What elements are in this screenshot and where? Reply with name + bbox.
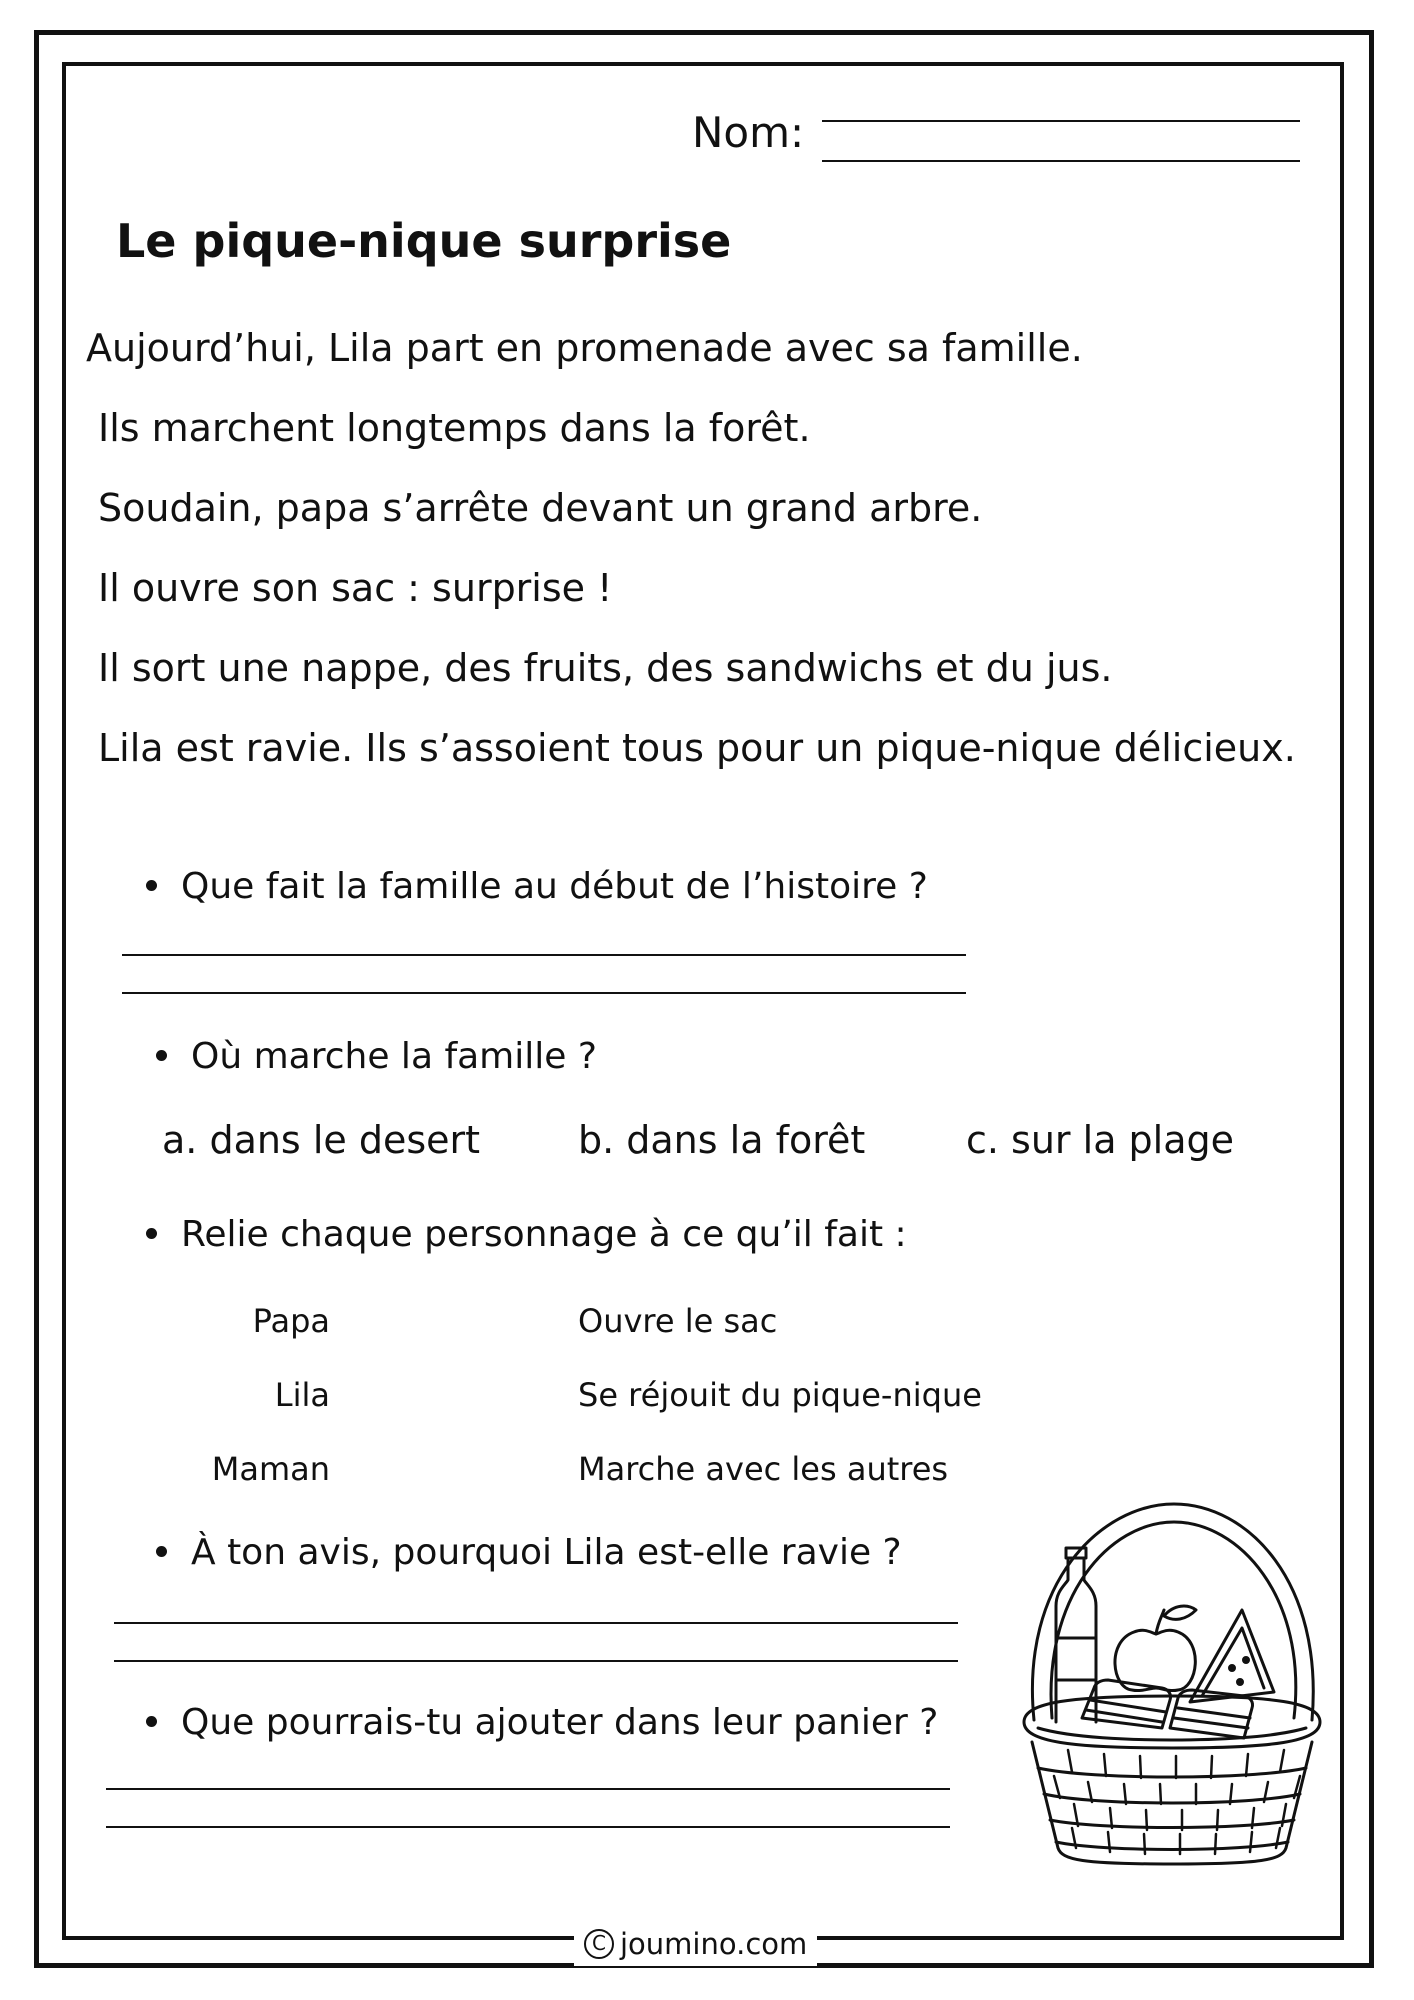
question-3 (146, 1214, 907, 1255)
question-1 (146, 866, 928, 907)
bullet-icon (146, 1228, 157, 1239)
story-line: Aujourd’hui, Lila part en promenade avec sa famille. (86, 326, 1083, 370)
name-label: Nom: (692, 108, 805, 157)
story-line: Lila est ravie. Ils s’assoient tous pour un pique-nique délicieux. (98, 726, 1296, 770)
footer-credit (574, 1922, 817, 1966)
question-text: Relie chaque personnage à ce qu’il fait : (181, 1214, 907, 1255)
name-line-1[interactable] (822, 120, 1300, 122)
answer-line[interactable] (114, 1660, 958, 1662)
question-text: Où marche la famille ? (191, 1036, 597, 1077)
question-5 (146, 1702, 938, 1743)
question-text: Que pourrais-tu ajouter dans leur panier ? (181, 1702, 939, 1743)
story-text (86, 318, 1296, 798)
answer-line[interactable] (114, 1622, 958, 1624)
name-line-2[interactable] (822, 160, 1300, 162)
bullet-icon (156, 1546, 167, 1557)
story-line: Il ouvre son sac : surprise ! (98, 566, 613, 610)
answer-line[interactable] (122, 992, 966, 994)
answer-line[interactable] (122, 954, 966, 956)
character-papa[interactable]: Papa (252, 1302, 330, 1340)
answer-line[interactable] (106, 1788, 950, 1790)
worksheet-title: Le pique-nique surprise (116, 214, 732, 268)
picnic-basket-icon (1012, 1492, 1332, 1872)
action-open-bag[interactable]: Ouvre le sac (578, 1302, 778, 1340)
character-maman[interactable]: Maman (211, 1450, 330, 1488)
question-4 (156, 1532, 902, 1573)
bullet-icon (156, 1050, 167, 1061)
action-walk-with-others[interactable]: Marche avec les autres (578, 1450, 949, 1488)
choice-c[interactable]: c. sur la plage (966, 1118, 1235, 1162)
copyright-icon: C (584, 1929, 614, 1959)
question-2 (156, 1036, 597, 1077)
story-line: Il sort une nappe, des fruits, des sandwichs et du jus. (98, 646, 1113, 690)
answer-line[interactable] (106, 1826, 950, 1828)
bullet-icon (146, 1716, 157, 1727)
site-name: joumino.com (620, 1927, 808, 1961)
character-lila[interactable]: Lila (274, 1376, 330, 1414)
story-line: Soudain, papa s’arrête devant un grand arbre. (98, 486, 983, 530)
question-text: À ton avis, pourquoi Lila est-elle ravie ? (191, 1532, 902, 1573)
action-enjoy-picnic[interactable]: Se réjouit du pique-nique (578, 1376, 982, 1414)
story-line: Ils marchent longtemps dans la forêt. (98, 406, 811, 450)
question-text: Que fait la famille au début de l’histoire ? (181, 866, 928, 907)
choice-a[interactable]: a. dans le desert (162, 1118, 481, 1162)
bullet-icon (146, 880, 157, 891)
choice-b[interactable]: b. dans la forêt (578, 1118, 866, 1162)
